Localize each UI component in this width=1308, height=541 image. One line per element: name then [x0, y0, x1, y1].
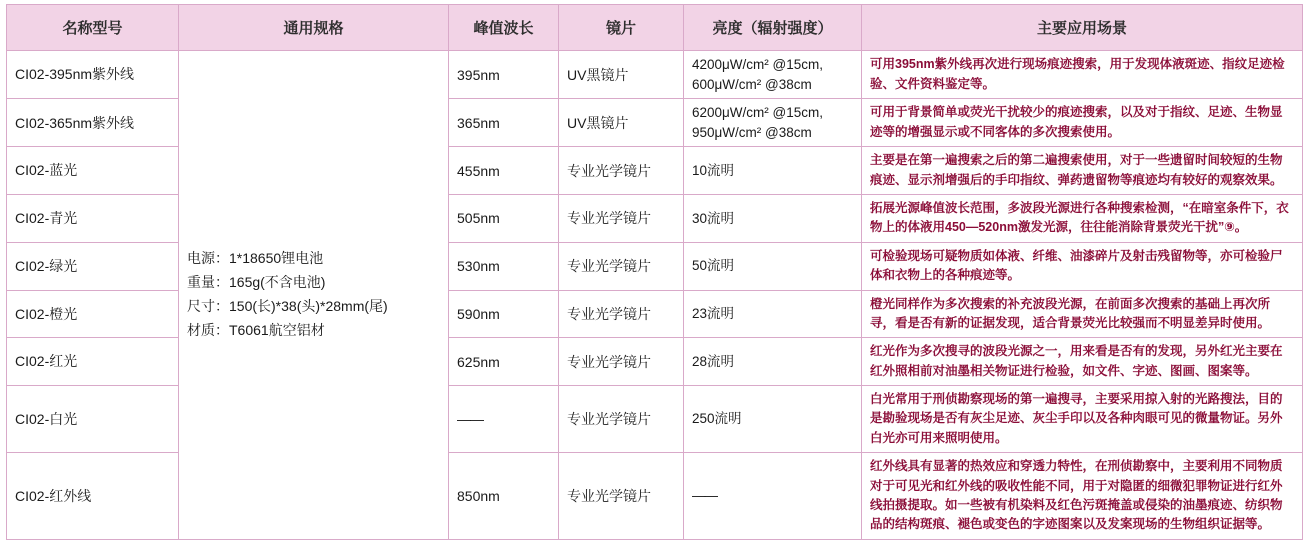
cell-brightness: 28流明	[684, 338, 862, 386]
cell-name: CI02-红外线	[7, 453, 179, 540]
cell-lens: 专业光学镜片	[559, 290, 684, 338]
cell-name: CI02-蓝光	[7, 147, 179, 195]
cell-scene: 红光作为多次搜寻的波段光源之一，用来看是否有的发现，另外红光主要在红外照相前对油墨相关物证进行检验，如文件、字迹、图画、图案等。	[862, 338, 1303, 386]
column-header-common-spec: 通用规格	[179, 5, 449, 51]
cell-name: CI02-365nm紫外线	[7, 99, 179, 147]
cell-scene: 红外线具有显著的热效应和穿透力特性，在刑侦勘察中，主要利用不同物质对于可见光和红外线的吸收性能不同，用于对隐匿的细微犯罪物证进行红外线拍摄提取。如一些被有机染料及红色污斑掩盖或侵染的油墨痕迹、纺织物品的结构斑痕、褪色或变色的字迹图案以及发案现场的生物组织证据等。	[862, 453, 1303, 540]
cell-name: CI02-395nm紫外线	[7, 51, 179, 99]
cell-scene: 拓展光源峰值波长范围，多波段光源进行各种搜索检测，“在暗室条件下，衣物上的体液用450—520nm激发光源，往往能消除背景荧光干扰”⑨。	[862, 195, 1303, 243]
specification-table	[6, 4, 1303, 540]
table-header	[7, 5, 1303, 51]
cell-brightness: 30流明	[684, 195, 862, 243]
common-spec-line: 电源：1*18650锂电池	[187, 250, 324, 267]
cell-name: CI02-绿光	[7, 242, 179, 290]
cell-brightness: 50流明	[684, 242, 862, 290]
column-header-application-scenes: 主要应用场景	[862, 5, 1303, 51]
cell-wavelength: 365nm	[449, 99, 559, 147]
column-header-brightness: 亮度（辐射强度）	[684, 5, 862, 51]
column-header-lens: 镜片	[559, 5, 684, 51]
cell-scene: 可用于背景简单或荧光干扰较少的痕迹搜索，以及对于指纹、足迹、生物显迹等的增强显示或不同客体的多次搜索使用。	[862, 99, 1303, 147]
table-row	[7, 51, 1303, 99]
cell-brightness: 6200μW/cm² @15cm, 950μW/cm² @38cm	[684, 99, 862, 147]
common-spec-line: 材质：T6061航空铝材	[187, 321, 325, 338]
cell-scene: 橙光同样作为多次搜索的补充波段光源，在前面多次搜索的基础上再次所寻，看是否有新的证据发现，适合背景荧光比较强而不明显差异时使用。	[862, 290, 1303, 338]
cell-common-spec	[179, 51, 449, 540]
cell-wavelength: 455nm	[449, 147, 559, 195]
table-body	[7, 51, 1303, 540]
cell-name: CI02-橙光	[7, 290, 179, 338]
cell-scene: 白光常用于刑侦勘察现场的第一遍搜寻，主要采用掠入射的光路搜法，目的是勘验现场是否有灰尘足迹、灰尘手印以及各种肉眼可见的微量物证。另外白光亦可用来照明使用。	[862, 386, 1303, 453]
cell-brightness: 23流明	[684, 290, 862, 338]
cell-lens: 专业光学镜片	[559, 242, 684, 290]
cell-lens: 专业光学镜片	[559, 147, 684, 195]
cell-lens: UV黑镜片	[559, 51, 684, 99]
cell-lens: 专业光学镜片	[559, 386, 684, 453]
cell-wavelength: 590nm	[449, 290, 559, 338]
column-header-name: 名称型号	[7, 5, 179, 51]
column-header-peak-wavelength: 峰值波长	[449, 5, 559, 51]
cell-scene: 可用395nm紫外线再次进行现场痕迹搜索，用于发现体液斑迹、指纹足迹检验、文件资料鉴定等。	[862, 51, 1303, 99]
common-spec-line: 重量：165g(不含电池)	[187, 274, 326, 291]
cell-lens: 专业光学镜片	[559, 195, 684, 243]
cell-name: CI02-白光	[7, 386, 179, 453]
common-spec-line: 尺寸：150(长)*38(头)*28mm(尾)	[187, 297, 388, 314]
cell-brightness: ——	[684, 453, 862, 540]
cell-wavelength: 505nm	[449, 195, 559, 243]
cell-scene: 可检验现场可疑物质如体液、纤维、油漆碎片及射击残留物等，亦可检验尸体和衣物上的各种痕迹等。	[862, 242, 1303, 290]
cell-wavelength: ——	[449, 386, 559, 453]
cell-name: CI02-红光	[7, 338, 179, 386]
cell-wavelength: 850nm	[449, 453, 559, 540]
cell-brightness: 4200μW/cm² @15cm, 600μW/cm² @38cm	[684, 51, 862, 99]
cell-lens: 专业光学镜片	[559, 453, 684, 540]
cell-scene: 主要是在第一遍搜索之后的第二遍搜索使用，对于一些遗留时间较短的生物痕迹、显示剂增强后的手印指纹、弹药遗留物等痕迹均有较好的观察效果。	[862, 147, 1303, 195]
cell-lens: 专业光学镜片	[559, 338, 684, 386]
cell-brightness: 10流明	[684, 147, 862, 195]
cell-wavelength: 395nm	[449, 51, 559, 99]
cell-lens: UV黑镜片	[559, 99, 684, 147]
cell-wavelength: 625nm	[449, 338, 559, 386]
cell-wavelength: 530nm	[449, 242, 559, 290]
table-header-row	[7, 5, 1303, 51]
cell-brightness: 250流明	[684, 386, 862, 453]
cell-name: CI02-青光	[7, 195, 179, 243]
